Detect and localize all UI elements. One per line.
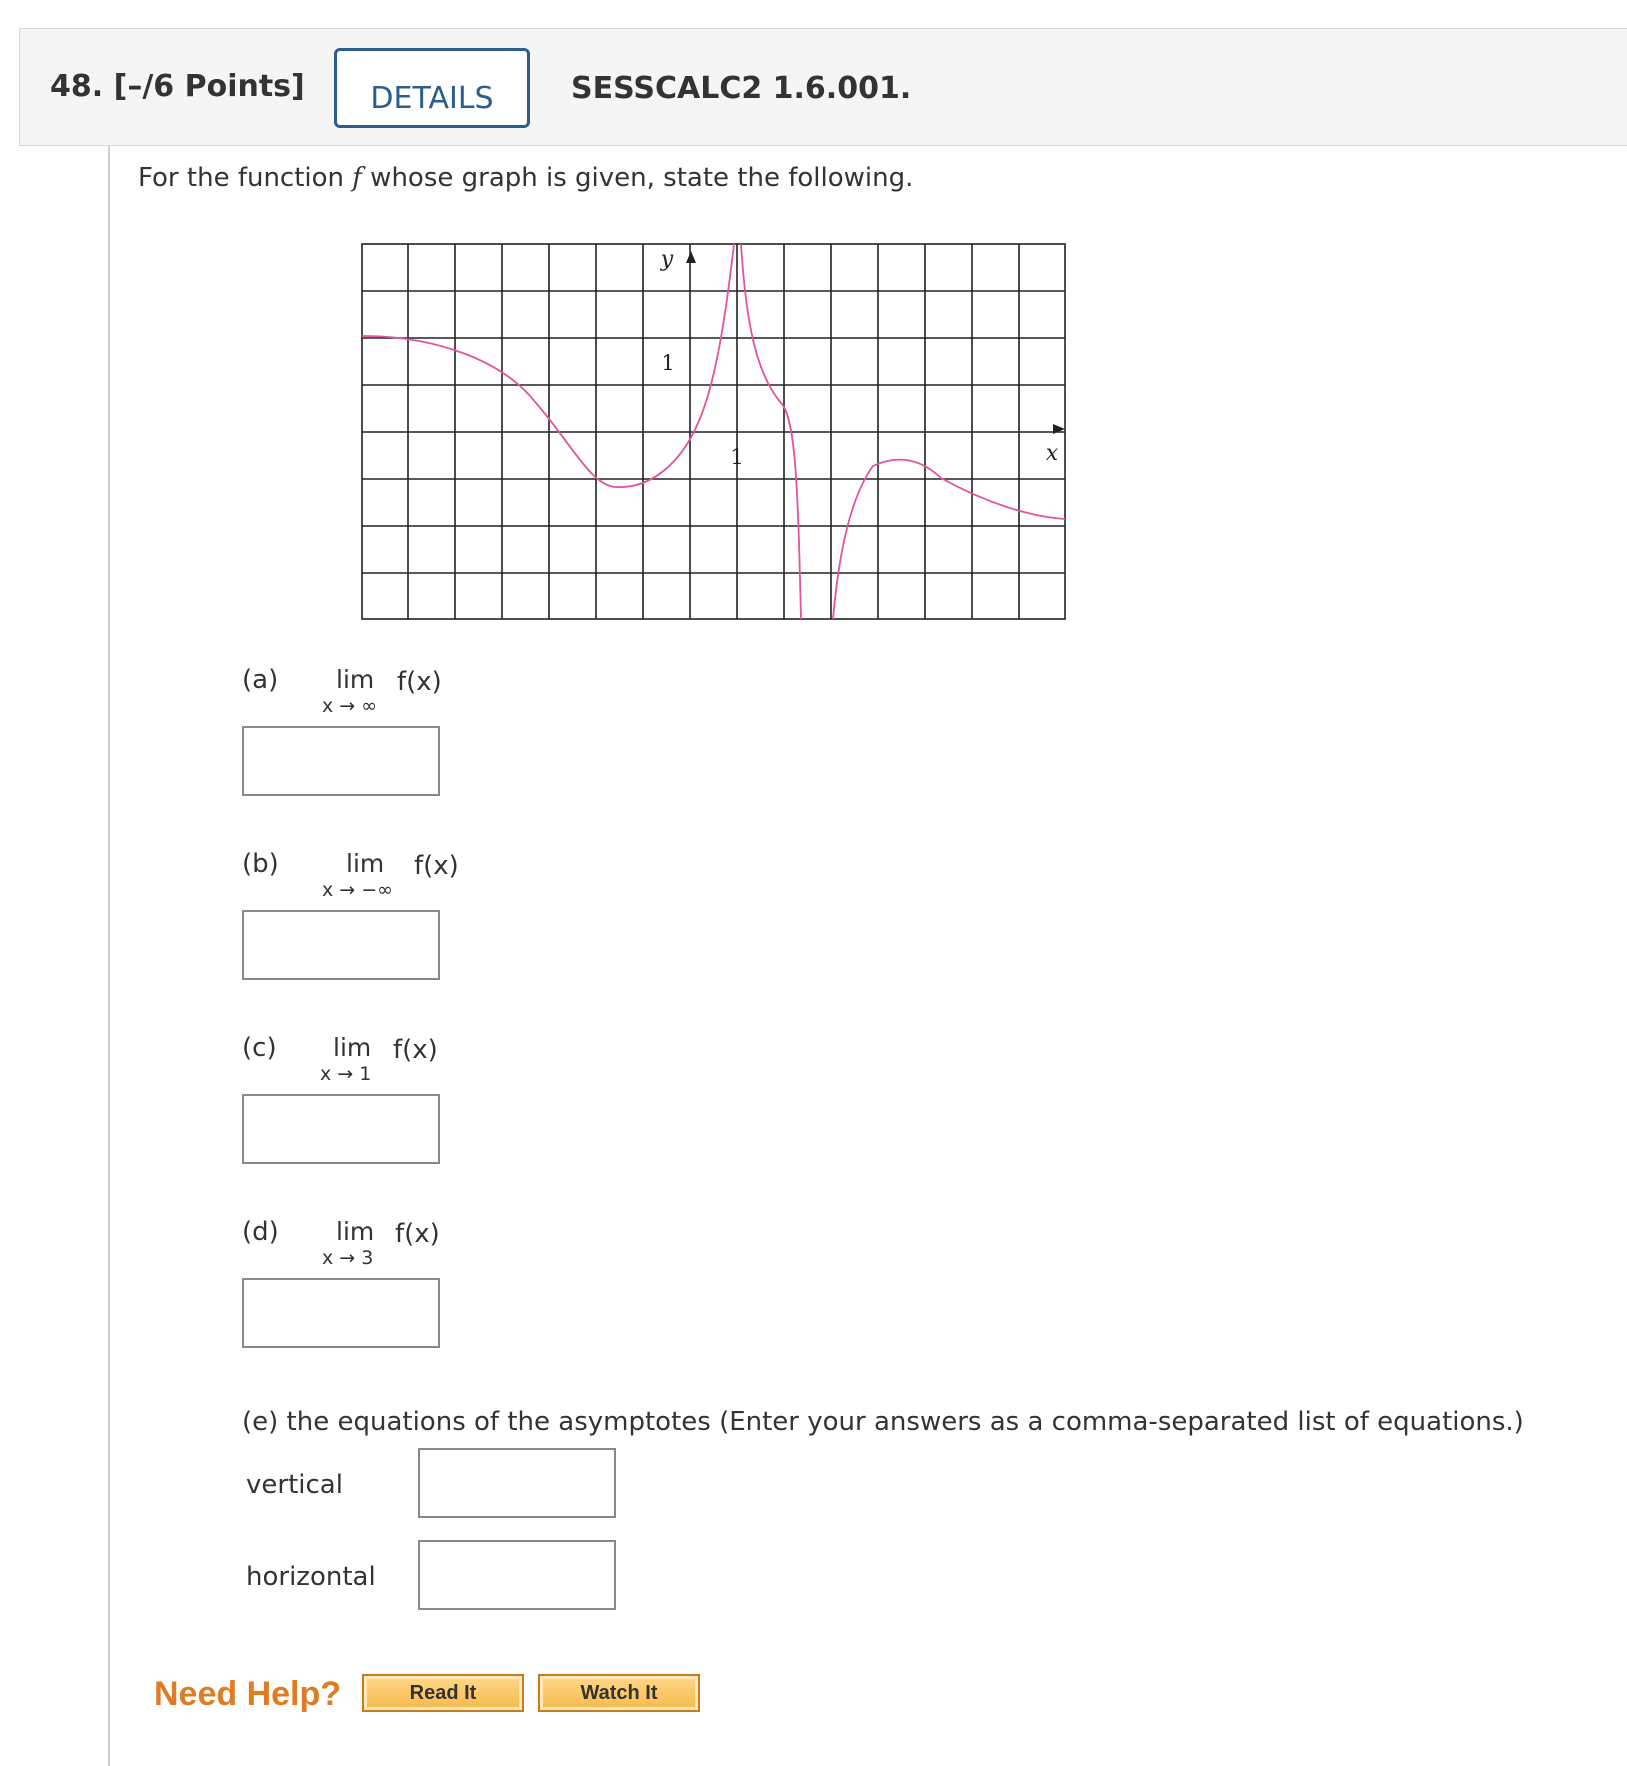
vertical-label: vertical <box>246 1470 343 1500</box>
part-d-answer-input[interactable] <box>242 1278 440 1348</box>
x-tick-label: 1 <box>730 445 744 469</box>
question-prompt: For the function f whose graph is given, state the following. <box>138 163 914 193</box>
details-button[interactable]: DETAILS <box>334 48 530 128</box>
part-a-fx: f(x) <box>397 667 442 697</box>
vertical-asymptote-input[interactable] <box>418 1448 616 1518</box>
question-number: 48. [–/6 Points] <box>50 69 305 104</box>
horizontal-label: horizontal <box>246 1562 376 1592</box>
part-b-lim-sub: x → −∞ <box>322 879 393 901</box>
part-c-label: (c) <box>242 1033 277 1063</box>
part-a-answer-input[interactable] <box>242 726 440 796</box>
y-axis-arrow <box>686 251 696 263</box>
part-c-answer-input[interactable] <box>242 1094 440 1164</box>
part-b-lim: lim <box>346 849 385 878</box>
part-c-lim-sub: x → 1 <box>320 1063 372 1085</box>
y-tick-label: 1 <box>661 351 675 375</box>
need-help-label: Need Help? <box>154 1675 342 1713</box>
x-axis-label: x <box>1045 441 1059 466</box>
read-it-button[interactable]: Read It <box>362 1674 524 1712</box>
part-b-answer-input[interactable] <box>242 910 440 980</box>
part-b-label: (b) <box>242 849 279 879</box>
function-graph <box>361 243 1066 621</box>
part-a-label: (a) <box>242 665 279 695</box>
part-b-fx: f(x) <box>414 851 459 881</box>
part-d-fx: f(x) <box>395 1219 440 1249</box>
part-d-lim: lim <box>336 1217 375 1246</box>
watch-it-button[interactable]: Watch It <box>538 1674 700 1712</box>
question-id: SESSCALC2 1.6.001. <box>571 71 912 106</box>
question-header <box>19 28 1627 146</box>
part-d-lim-sub: x → 3 <box>322 1247 374 1269</box>
part-d-label: (d) <box>242 1217 279 1247</box>
part-e-instructions: (e) the equations of the asymptotes (Enter your answers as a comma-separated list of equations.) <box>242 1407 1524 1437</box>
question-body-border <box>108 146 110 1766</box>
part-c-fx: f(x) <box>393 1035 438 1065</box>
horizontal-asymptote-input[interactable] <box>418 1540 616 1610</box>
grid <box>362 244 1065 619</box>
part-c-lim: lim <box>333 1033 372 1062</box>
y-axis-label: y <box>660 247 674 272</box>
part-a-lim: lim <box>336 665 375 694</box>
part-a-lim-sub: x → ∞ <box>322 695 378 717</box>
